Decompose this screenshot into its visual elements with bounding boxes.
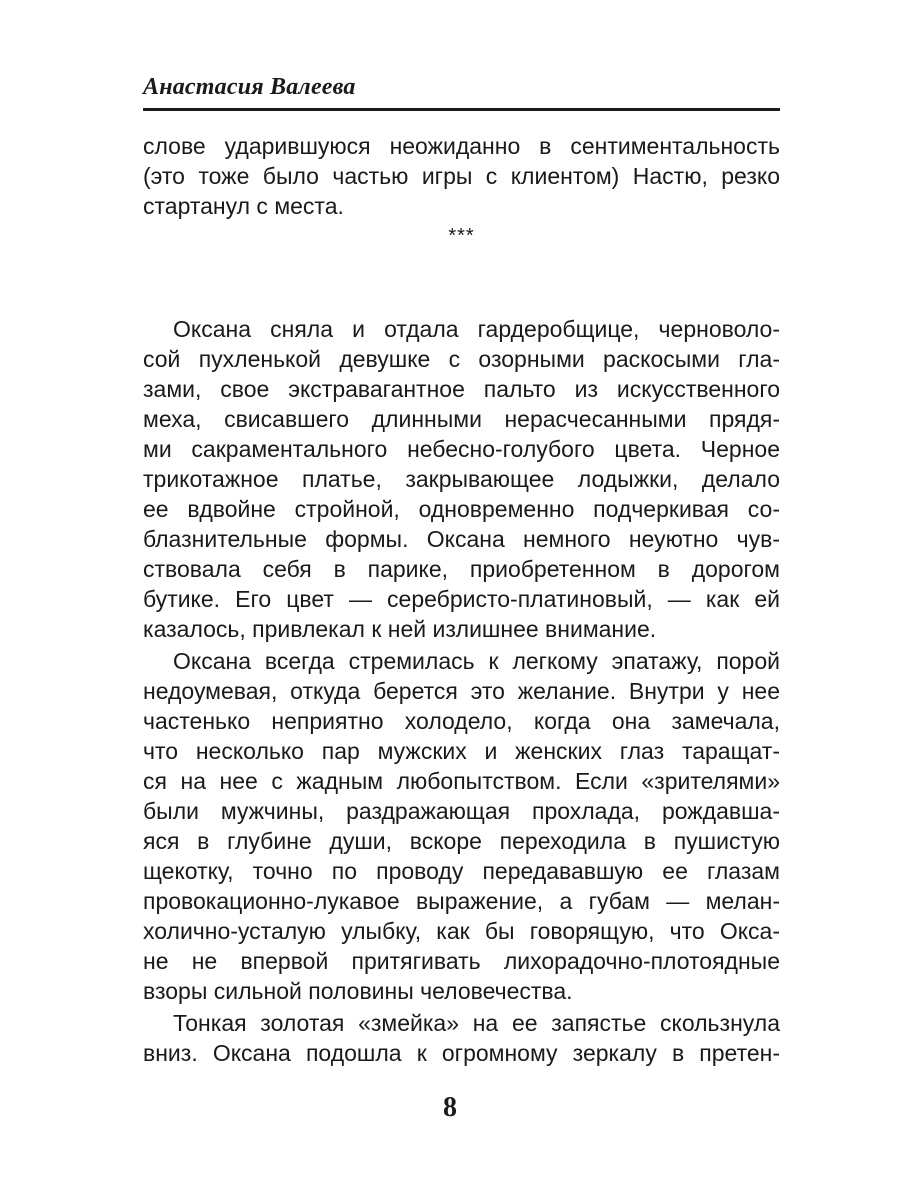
opening-text bbox=[143, 131, 780, 221]
text-line: были мужчины, раздражающая прохлада, рождавша- bbox=[143, 798, 780, 824]
text-line: Оксана всегда стремилась к легкому эпатажу, порой bbox=[173, 648, 780, 674]
text-line: ее вдвойне стройной, одновременно подчеркивая со- bbox=[143, 496, 780, 522]
text-line: меха, свисавшего длинными нерасчесанными прядя- bbox=[143, 406, 780, 432]
text-line: трикотажное платье, закрывающее лодыжки, делало bbox=[143, 466, 780, 492]
text-line: сой пухленькой девушке с озорными раскосыми гла- bbox=[143, 346, 780, 372]
text-line: провокационно-лукавое выражение, а губам — мелан- bbox=[143, 888, 780, 914]
paragraph-1 bbox=[143, 314, 780, 644]
main-text bbox=[143, 314, 780, 1070]
text-line: ствовала себя в парике, приобретенном в дорогом bbox=[143, 556, 780, 582]
page-number: 8 bbox=[443, 1092, 457, 1123]
text-line: вниз. Оксана подошла к огромному зеркалу в претен- bbox=[143, 1040, 780, 1066]
text-line: частенько неприятно холодело, когда она замечала, bbox=[143, 708, 780, 734]
text-line: яся в глубине души, вскоре переходила в пушистую bbox=[143, 828, 780, 854]
text-line: ми сакраментального небесно-голубого цвета. Черное bbox=[143, 436, 780, 462]
text-line: что несколько пар мужских и женских глаз таращат- bbox=[143, 738, 780, 764]
text-line: не не впервой притягивать лихорадочно-плотоядные bbox=[143, 948, 780, 974]
text-line: взоры сильной половины человечества. bbox=[143, 978, 573, 1004]
text-line: слове ударившуюся неожиданно в сентиментальность bbox=[143, 133, 780, 159]
text-line: стартанул с места. bbox=[143, 193, 344, 219]
text-line: ся на нее с жадным любопытством. Если «зрителями» bbox=[143, 768, 780, 794]
text-line: казалось, привлекал к ней излишнее внимание. bbox=[143, 616, 657, 642]
running-head-author: Анастасия Валеева bbox=[143, 74, 356, 100]
paragraph-2 bbox=[143, 646, 780, 1006]
text-line: блазнительные формы. Оксана немного неуютно чув- bbox=[143, 526, 780, 552]
text-line: (это тоже было частью игры с клиентом) Настю, резко bbox=[143, 163, 780, 189]
text-line: зами, свое экстравагантное пальто из искусственного bbox=[143, 376, 780, 402]
text-line: бутике. Его цвет — серебристо-платиновый, — как ей bbox=[143, 586, 780, 612]
text-line: Оксана сняла и отдала гардеробщице, черноволо- bbox=[173, 316, 780, 342]
text-line: Тонкая золотая «змейка» на ее запястье скользнула bbox=[173, 1010, 780, 1036]
text-line: щекотку, точно по проводу передававшую ее глазам bbox=[143, 858, 780, 884]
text-line: холично-усталую улыбку, как бы говорящую, что Окса- bbox=[143, 918, 780, 944]
text-line: недоумевая, откуда берется это желание. Внутри у нее bbox=[143, 678, 780, 704]
paragraph-3 bbox=[143, 1008, 780, 1068]
header-rule bbox=[143, 108, 780, 111]
section-separator: *** bbox=[448, 225, 475, 247]
